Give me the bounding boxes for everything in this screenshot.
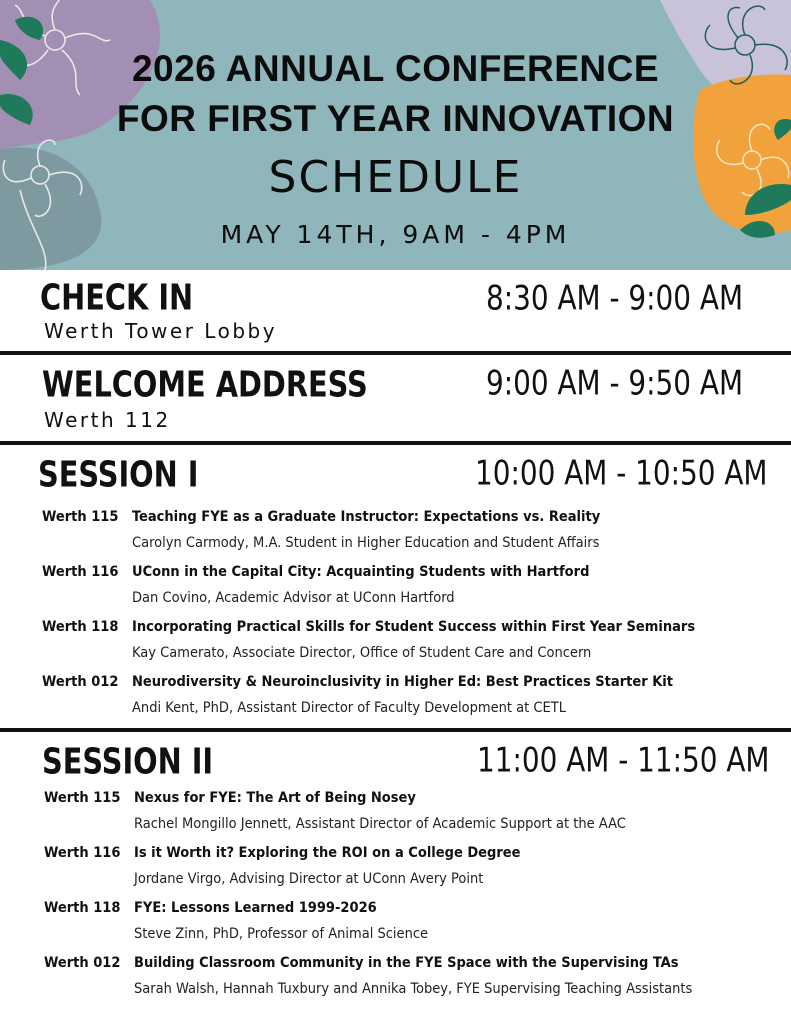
- talk-presenter: Kay Camerato, Associate Director, Office of Student Care and Concern: [132, 645, 592, 661]
- header-banner: [0, 0, 791, 270]
- talk-presenter: Steve Zinn, PhD, Professor of Animal Science: [134, 926, 429, 942]
- section-location: Werth 112: [44, 408, 171, 432]
- section-title: SESSION II: [42, 740, 214, 783]
- conference-title-line-1: 2026 ANNUAL CONFERENCE: [131, 48, 660, 89]
- talk-presenter: Rachel Mongillo Jennett, Assistant Director of Academic Support at the AAC: [134, 816, 626, 832]
- conference-title-line-2: FOR FIRST YEAR INNOVATION: [116, 98, 675, 139]
- talk-presenter: Andi Kent, PhD, Assistant Director of Faculty Development at CETL: [132, 700, 567, 716]
- welcome-section: [0, 355, 791, 441]
- talk-title: Is it Worth it? Exploring the ROI on a College Degree: [134, 845, 521, 861]
- talk-item: [0, 620, 791, 674]
- talk-item: [0, 675, 791, 729]
- talk-title: UConn in the Capital City: Acquainting Students with Hartford: [132, 564, 590, 580]
- section-time: 10:00 AM - 10:50 AM: [475, 453, 768, 494]
- room-label: Werth 116: [44, 845, 121, 861]
- room-label: Werth 012: [42, 674, 119, 690]
- talk-item: [0, 901, 791, 955]
- talk-item: [0, 846, 791, 900]
- section-time: 11:00 AM - 11:50 AM: [477, 740, 770, 781]
- session-1: [0, 445, 791, 730]
- talk-item: [0, 791, 791, 845]
- talk-title: Neurodiversity & Neuroinclusivity in Higher Ed: Best Practices Starter Kit: [132, 674, 674, 690]
- room-label: Werth 115: [42, 509, 119, 525]
- talk-title: Nexus for FYE: The Art of Being Nosey: [134, 790, 416, 806]
- room-label: Werth 118: [42, 619, 119, 635]
- talk-presenter: Sarah Walsh, Hannah Tuxbury and Annika Tobey, FYE Supervising Teaching Assistants: [134, 981, 693, 997]
- room-label: Werth 116: [42, 564, 119, 580]
- talk-item: [0, 565, 791, 619]
- section-title: CHECK IN: [40, 276, 194, 319]
- section-title: SESSION I: [38, 453, 199, 496]
- schedule-heading: SCHEDULE: [268, 152, 523, 203]
- check-in-section: [0, 270, 791, 354]
- room-label: Werth 118: [44, 900, 121, 916]
- session-2: [0, 732, 791, 1024]
- talk-title: Teaching FYE as a Graduate Instructor: Expectations vs. Reality: [132, 509, 601, 525]
- talk-title: FYE: Lessons Learned 1999-2026: [134, 900, 377, 916]
- orange-blob-right: [693, 74, 791, 233]
- conference-date: MAY 14TH, 9AM - 4PM: [220, 220, 571, 249]
- section-time: 9:00 AM - 9:50 AM: [486, 363, 744, 404]
- talk-presenter: Jordane Virgo, Advising Director at UConn Avery Point: [134, 871, 484, 887]
- section-location: Werth Tower Lobby: [44, 319, 278, 343]
- talk-item: [0, 510, 791, 564]
- section-title: WELCOME ADDRESS: [42, 363, 368, 406]
- room-label: Werth 012: [44, 955, 121, 971]
- talk-title: Incorporating Practical Skills for Student Success within First Year Seminars: [132, 619, 696, 635]
- talk-presenter: Carolyn Carmody, M.A. Student in Higher Education and Student Affairs: [132, 535, 600, 551]
- room-label: Werth 115: [44, 790, 121, 806]
- talk-presenter: Dan Covino, Academic Advisor at UConn Hartford: [132, 590, 455, 606]
- talk-title: Building Classroom Community in the FYE Space with the Supervising TAs: [134, 955, 679, 971]
- talk-item: [0, 956, 791, 1010]
- section-time: 8:30 AM - 9:00 AM: [486, 278, 744, 319]
